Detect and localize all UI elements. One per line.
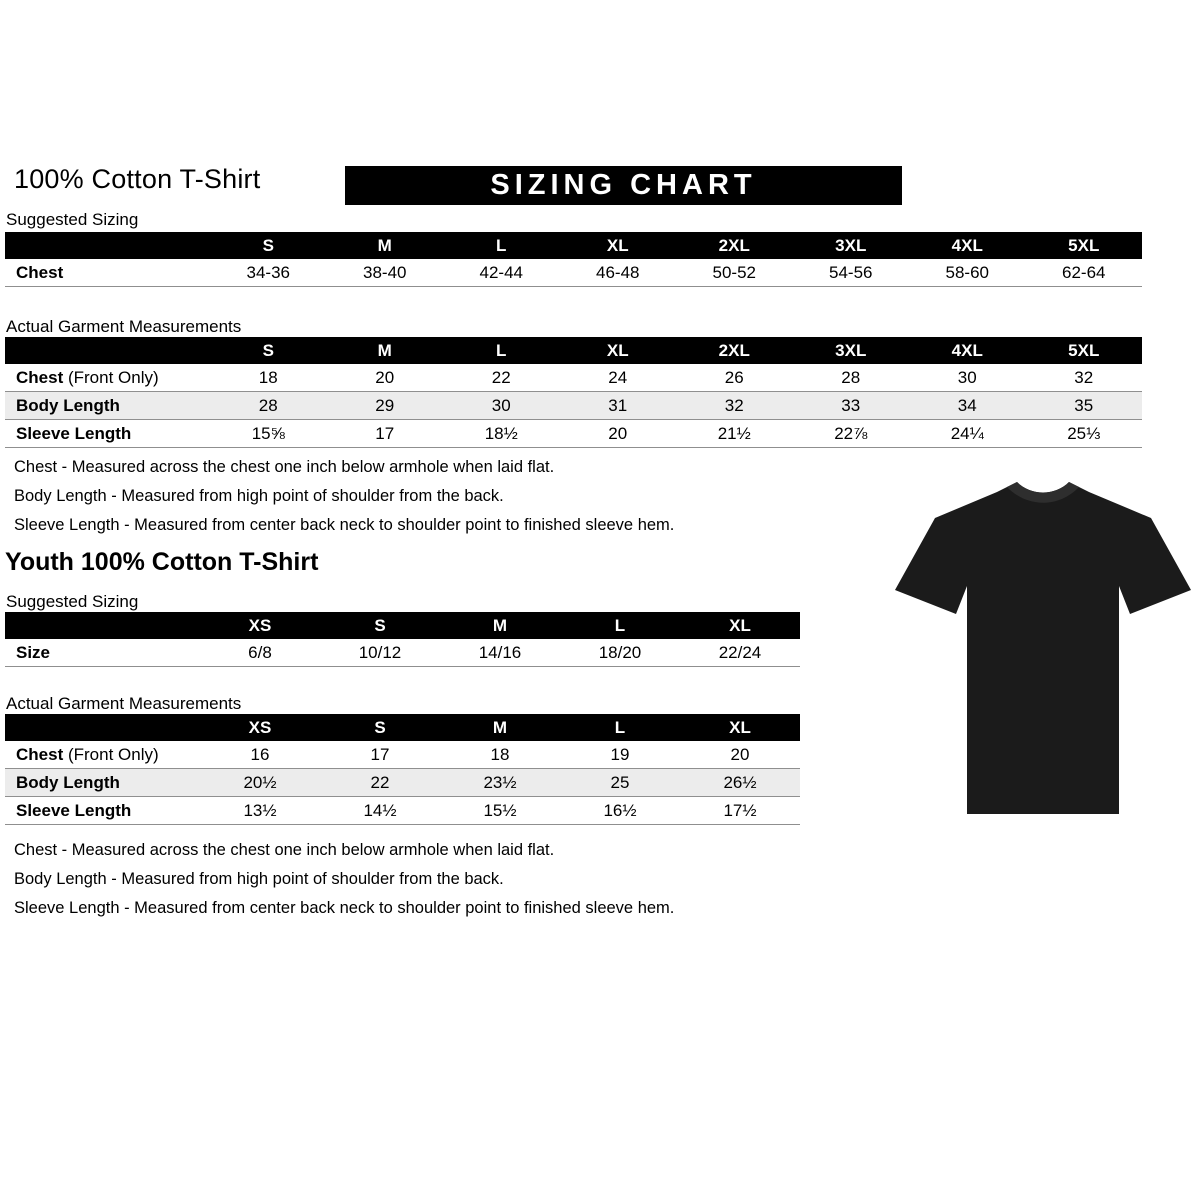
- column-header: S: [262, 235, 274, 255]
- table-cell: 32: [1074, 367, 1094, 387]
- table-cell: 24¼: [950, 423, 984, 443]
- table-cell: 28: [841, 367, 861, 387]
- note-body-length: Body Length - Measured from high point of shoulder from the back.: [14, 870, 504, 888]
- row-label: Size: [16, 642, 51, 662]
- table-cell: 42-44: [479, 262, 523, 282]
- table-cell: 15½: [483, 800, 517, 820]
- table-cell: 14½: [363, 800, 397, 820]
- tshirt-graphic: [893, 476, 1193, 821]
- table-row: [5, 420, 1142, 448]
- banner-text: SIZING CHART: [490, 169, 757, 201]
- column-header: 3XL: [835, 235, 867, 255]
- column-header: XL: [729, 615, 751, 635]
- column-header: S: [374, 717, 386, 737]
- note-chest: Chest - Measured across the chest one inch below armhole when laid flat.: [14, 458, 555, 476]
- column-header: S: [262, 340, 274, 360]
- column-header: 2XL: [718, 340, 750, 360]
- youth-actual-table: [5, 714, 800, 825]
- table-cell: 22: [370, 772, 390, 792]
- column-header: L: [614, 717, 626, 737]
- table-cell: 18/20: [598, 642, 642, 662]
- table-row: [5, 741, 800, 769]
- adult-actual-heading: Actual Garment Measurements: [6, 317, 242, 336]
- row-label: Body Length: [16, 395, 120, 415]
- column-header: M: [377, 235, 392, 255]
- table-cell: 21½: [717, 423, 751, 443]
- page-title: 100% Cotton T-Shirt: [14, 164, 261, 194]
- youth-notes: [14, 836, 674, 923]
- row-label: Chest (Front Only): [16, 744, 159, 764]
- table-cell: 17: [370, 744, 390, 764]
- table-cell: 38-40: [363, 262, 407, 282]
- table-cell: 25⅓: [1067, 423, 1101, 443]
- table-cell: 15⅝: [251, 423, 285, 443]
- table-cell: 28: [258, 395, 278, 415]
- column-header: 3XL: [835, 340, 867, 360]
- column-header: M: [492, 615, 508, 635]
- table-row: [5, 259, 1142, 287]
- table-cell: 54-56: [829, 262, 873, 282]
- column-header: 4XL: [951, 235, 983, 255]
- column-header: L: [496, 235, 507, 255]
- table-cell: 22⅞: [834, 423, 868, 443]
- table-row: [5, 364, 1142, 392]
- table-cell: 16: [250, 744, 270, 764]
- note-sleeve-length: Sleeve Length - Measured from center back neck to shoulder point to finished sleeve hem.: [14, 516, 675, 534]
- table-cell: 30: [957, 367, 977, 387]
- column-header: L: [614, 615, 626, 635]
- row-label: Body Length: [16, 772, 120, 792]
- table-cell: 22/24: [718, 642, 762, 662]
- table-cell: 17½: [723, 800, 757, 820]
- table-cell: 17: [375, 423, 395, 443]
- table-cell: 34: [957, 395, 977, 415]
- adult-notes: [14, 453, 674, 540]
- youth-suggested-table: [5, 612, 800, 667]
- table-cell: 16½: [603, 800, 637, 820]
- table-cell: 58-60: [945, 262, 989, 282]
- youth-title: Youth 100% Cotton T-Shirt: [5, 548, 319, 576]
- table-cell: 20: [608, 423, 628, 443]
- table-cell: 18½: [484, 423, 518, 443]
- adult-actual-table: [5, 337, 1142, 448]
- table-cell: 20: [375, 367, 395, 387]
- table-cell: 22: [491, 367, 511, 387]
- row-label: Chest: [16, 262, 64, 282]
- table-cell: 46-48: [596, 262, 640, 282]
- table-row: [5, 392, 1142, 420]
- tshirt-body-shape: [895, 482, 1191, 814]
- column-header: XL: [606, 340, 629, 360]
- table-cell: 62-64: [1062, 262, 1106, 282]
- table-cell: 25: [610, 772, 630, 792]
- table-cell: 26: [724, 367, 744, 387]
- tshirt-image: [893, 476, 1193, 821]
- adult-suggested-table: [5, 232, 1142, 287]
- table-cell: 35: [1074, 395, 1094, 415]
- table-cell: 30: [491, 395, 511, 415]
- column-header: 4XL: [951, 340, 983, 360]
- table-row: [5, 639, 800, 667]
- row-label: Chest (Front Only): [16, 367, 159, 387]
- column-header: XS: [248, 615, 272, 635]
- sizing-chart-banner: [345, 166, 902, 205]
- column-header: L: [496, 340, 507, 360]
- table-cell: 10/12: [358, 642, 402, 662]
- column-header: 5XL: [1068, 340, 1100, 360]
- youth-actual-heading: Actual Garment Measurements: [6, 694, 242, 713]
- table-cell: 18: [258, 367, 278, 387]
- column-header: S: [374, 615, 386, 635]
- table-header-row: [5, 714, 800, 741]
- table-cell: 19: [610, 744, 630, 764]
- table-cell: 18: [490, 744, 510, 764]
- table-cell: 20: [730, 744, 750, 764]
- table-cell: 13½: [243, 800, 277, 820]
- note-sleeve-length: Sleeve Length - Measured from center back neck to shoulder point to finished sleeve hem.: [14, 899, 675, 917]
- table-header-row: [5, 232, 1142, 259]
- table-cell: 29: [375, 395, 395, 415]
- column-header: 5XL: [1068, 235, 1100, 255]
- table-cell: 32: [724, 395, 744, 415]
- table-row: [5, 769, 800, 797]
- table-cell: 23½: [483, 772, 517, 792]
- column-header: XL: [729, 717, 751, 737]
- column-header: M: [377, 340, 392, 360]
- row-label: Sleeve Length: [16, 800, 132, 820]
- table-cell: 50-52: [712, 262, 756, 282]
- youth-suggested-heading: Suggested Sizing: [6, 592, 139, 611]
- table-cell: 14/16: [478, 642, 522, 662]
- table-cell: 20½: [243, 772, 277, 792]
- column-header: 2XL: [718, 235, 750, 255]
- note-body-length: Body Length - Measured from high point of shoulder from the back.: [14, 487, 504, 505]
- column-header: M: [492, 717, 508, 737]
- column-header: XS: [248, 717, 272, 737]
- column-header: XL: [606, 235, 629, 255]
- note-chest: Chest - Measured across the chest one inch below armhole when laid flat.: [14, 841, 555, 859]
- table-cell: 24: [608, 367, 628, 387]
- table-header-row: [5, 337, 1142, 364]
- adult-suggested-heading: Suggested Sizing: [6, 210, 139, 229]
- row-label: Sleeve Length: [16, 423, 132, 443]
- table-row: [5, 797, 800, 825]
- table-cell: 6/8: [248, 642, 272, 662]
- table-cell: 34-36: [246, 262, 290, 282]
- table-cell: 26½: [723, 772, 757, 792]
- table-header-row: [5, 612, 800, 639]
- table-cell: 33: [841, 395, 861, 415]
- table-cell: 31: [608, 395, 628, 415]
